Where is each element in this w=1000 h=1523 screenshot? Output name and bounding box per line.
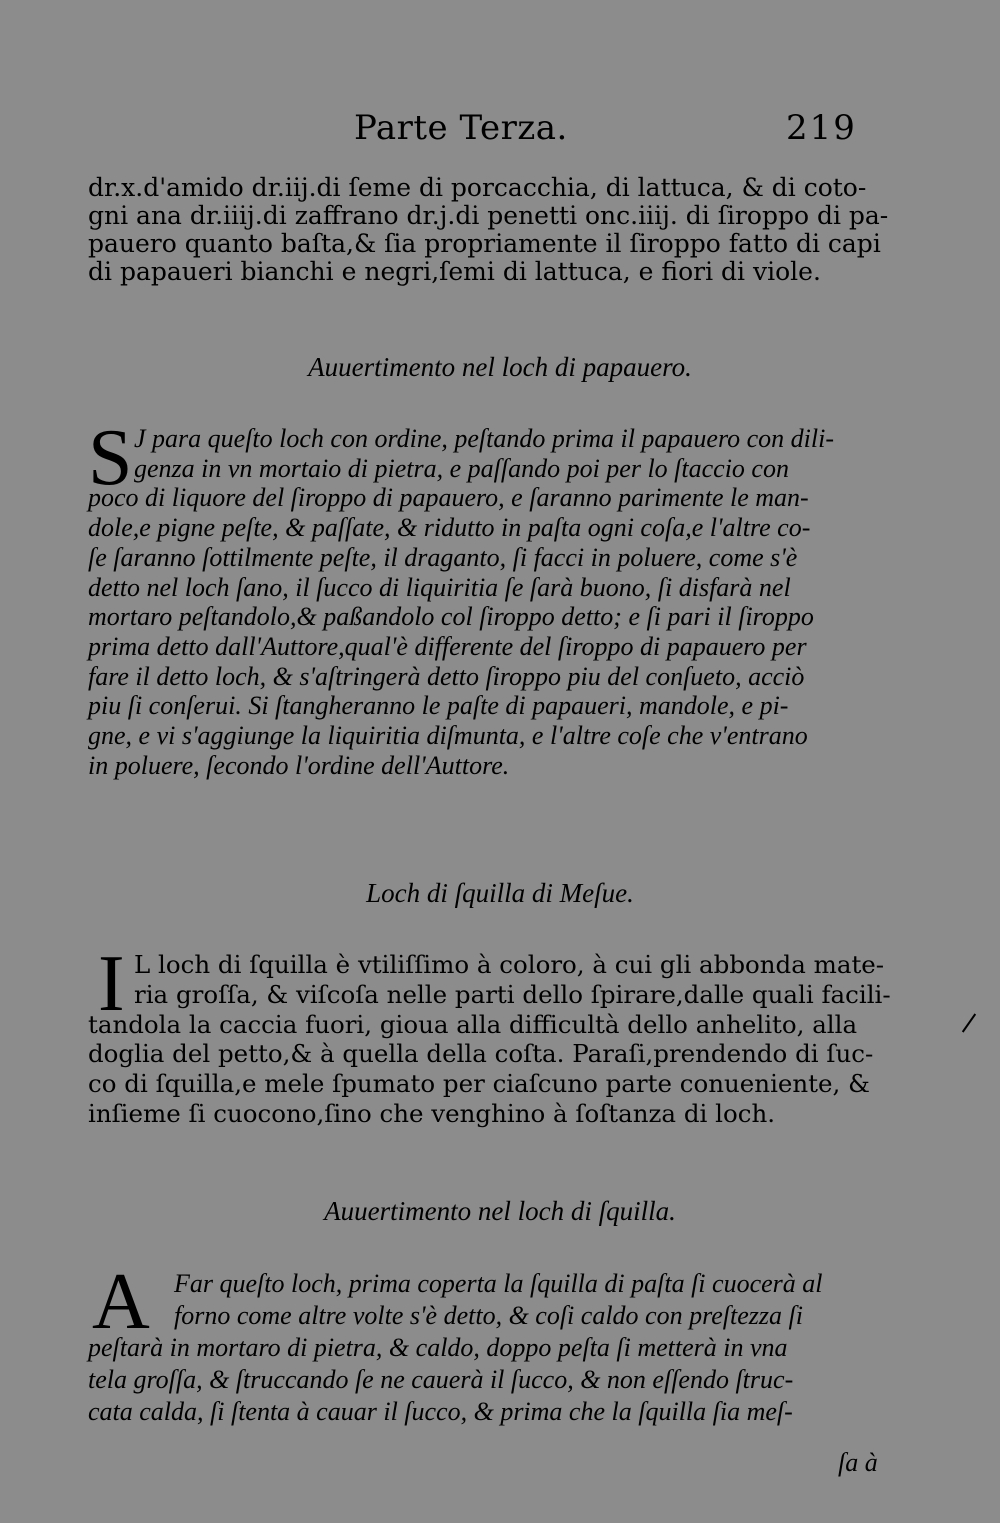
section-heading-papauero: Auuertimento nel loch di papauero. bbox=[308, 352, 692, 382]
text-line: cata calda, ſi ſtenta à cauar il ſucco, & prima che la ſquilla ſia meſ- bbox=[88, 1397, 793, 1426]
text-line: poco di liquore del ſiroppo di papauero, e ſaranno parimente le man- bbox=[88, 483, 809, 513]
text-line: J para queſto loch con ordine, peſtando prima il papauero con dili- bbox=[134, 424, 834, 453]
text-line: forno come altre volte s'è detto, & coſi caldo con preſtezza ſi bbox=[174, 1301, 803, 1330]
drop-cap-i: I bbox=[98, 940, 125, 1028]
drop-cap-s: S bbox=[88, 414, 133, 502]
catchword: ſa à bbox=[838, 1448, 878, 1477]
top-paragraph bbox=[88, 174, 924, 286]
page-header bbox=[0, 108, 1000, 158]
running-title: Parte Terza. bbox=[354, 108, 568, 148]
text-line: detto nel loch ſano, il ſucco di liquiritia ſe ſarà buono, ſi disfarà nel bbox=[88, 572, 791, 602]
text-line: peſtarà in mortaro di pietra, & caldo, doppo peſta ſi metterà in vna bbox=[88, 1333, 788, 1362]
text-line: piu ſi conſerui. Si ſtangheranno le paſte di papaueri, mandole, e pi- bbox=[88, 691, 789, 721]
text-line: co di ſquilla,e mele ſpumato per ciaſcuno parte conueniente, & bbox=[88, 1069, 870, 1099]
text-line: tela groſſa, & ſtruccando ſe ne cauerà il ſucco, & non eſſendo ſtruc- bbox=[88, 1365, 794, 1394]
text-line: dr.x.d'amido dr.iij.di ſeme di porcacchia, di lattuca, & di coto- bbox=[88, 173, 867, 202]
text-line: gne, e vi s'aggiunge la liquiritia diſmunta, e l'altre coſe che v'entrano bbox=[88, 721, 808, 751]
text-line: doglia del petto,& à quella della coſta. Paraſi,prendendo di ſuc- bbox=[88, 1039, 874, 1069]
section-heading-squilla: Auuertimento nel loch di ſquilla. bbox=[324, 1196, 676, 1226]
text-line: Far queſto loch, prima coperta la ſquilla di paſta ſi cuocerà al bbox=[174, 1269, 823, 1298]
text-line: pauero quanto baſta,& ſia propriamente il ſiroppo fatto di capi bbox=[88, 229, 881, 258]
page-number: 219 bbox=[786, 108, 857, 148]
text-line: ſe ſaranno ſottilmente peſte, il draganto, ſi facci in poluere, come s'è bbox=[88, 542, 798, 572]
drop-cap-a: A bbox=[92, 1258, 150, 1346]
text-line: L loch di ſquilla è vtiliſſimo à coloro, à cui gli abbonda mate- bbox=[134, 950, 885, 979]
text-line: inſieme ſi cuocono,ſino che venghino à ſoſtanza di loch. bbox=[88, 1098, 776, 1128]
section2-paragraph bbox=[88, 950, 924, 1129]
text-line: ria groſſa, & viſcoſa nelle parti dello ſpirare,dalle quali facili- bbox=[134, 979, 891, 1009]
text-line: dole,e pigne peſte, & paſſate, & ridutto in paſta ogni coſa,e l'altre co- bbox=[88, 513, 811, 543]
text-line: prima detto dall'Auttore,qual'è differente del ſiroppo di papauero per bbox=[88, 631, 807, 661]
text-line: gni ana dr.iiij.di zaffrano dr.j.di penetti onc.iiij. di ſiroppo di pa- bbox=[88, 201, 889, 230]
section3-paragraph bbox=[88, 1268, 924, 1428]
text-line: fare il detto loch, & s'aſtringerà detto ſiroppo piu del conſueto, acciò bbox=[88, 661, 805, 691]
text-line: mortaro peſtandolo,& paßandolo col ſiroppo detto; e ſi pari il ſiroppo bbox=[88, 602, 814, 632]
text-line: genza in vn mortaio di pietra, e paſſando poi per lo ſtaccio con bbox=[134, 453, 789, 483]
text-line: in poluere, ſecondo l'ordine dell'Auttore. bbox=[88, 750, 510, 780]
text-line: di papaueri bianchi e negri,ſemi di lattuca, e fiori di viole. bbox=[88, 257, 821, 286]
section-heading-squilla-mesue: Loch di ſquilla di Meſue. bbox=[366, 878, 634, 908]
text-line: tandola la caccia fuori, gioua alla difficultà dello anhelito, alla bbox=[88, 1009, 858, 1039]
section1-paragraph bbox=[88, 424, 924, 780]
margin-mark bbox=[962, 1013, 976, 1032]
